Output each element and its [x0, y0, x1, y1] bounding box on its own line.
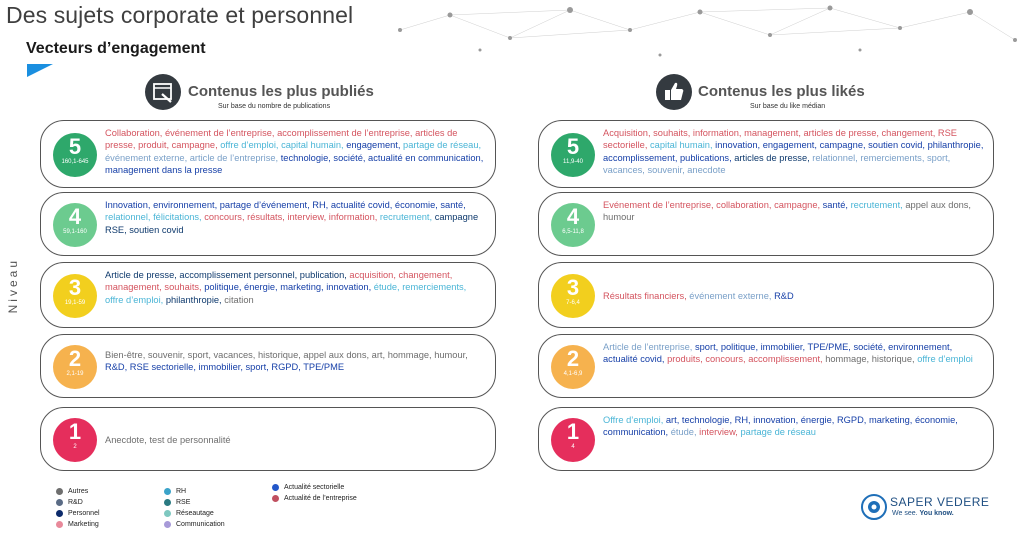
- right-column-caption: Sur base du like médian: [750, 103, 826, 110]
- topic-segment: partage de réseau: [737, 427, 816, 438]
- legend-item: [56, 519, 100, 530]
- topic-segment: technologie, société, actualité en communication, management dans la presse: [105, 152, 484, 175]
- topic-segment: innovation, engagement,: [712, 140, 817, 151]
- level-badge: [551, 274, 595, 318]
- topic-segment: engagement,: [343, 140, 401, 151]
- legend-item: [164, 508, 225, 519]
- legend-dot: [56, 488, 63, 495]
- page-subtitle: Vecteurs d’engagement: [26, 40, 206, 57]
- level-topics: [105, 199, 487, 236]
- level-topics: [603, 414, 985, 439]
- thumbs-up-icon: [656, 74, 692, 110]
- level-number: 4: [566, 204, 580, 229]
- topic-segment: hommage, historique,: [822, 354, 915, 365]
- legend-dot: [56, 510, 63, 517]
- left-column-caption: Sur base du nombre de publications: [218, 103, 331, 110]
- level-row-1: [538, 407, 994, 471]
- level-topics: [105, 434, 487, 446]
- topic-segment: changement, RSE sectorielle,: [603, 128, 957, 151]
- topic-segment: R&D: [771, 290, 794, 301]
- topic-segment: R&D, RSE sectorielle, immobilier, sport, RGPD, TPE/PME: [105, 361, 345, 372]
- legend-item: [164, 486, 225, 497]
- topic-segment: relationnel, remerciements, sport, vacances, souvenir,: [603, 152, 951, 175]
- level-row-2: [40, 334, 496, 398]
- level-row-5: [40, 120, 496, 188]
- level-range: 11,9-40: [563, 159, 583, 165]
- topic-segment: campagne,: [771, 200, 821, 210]
- legend-item: [56, 508, 100, 519]
- topic-segment: offre d’emploi,: [217, 140, 279, 151]
- topic-segment: campagne RSE, soutien covid: [105, 212, 479, 235]
- topic-segment: acquisition,: [346, 270, 396, 280]
- topic-segment: partage de réseau,: [400, 140, 482, 151]
- legend-dot: [56, 521, 63, 528]
- legend-dot: [164, 521, 171, 528]
- level-badge: [53, 274, 97, 318]
- topic-segment: environnement, actualité covid,: [603, 342, 953, 365]
- legend-dot: [164, 499, 171, 506]
- topic-segment: recrutement,: [377, 212, 433, 223]
- level-row-3: [40, 262, 496, 328]
- topic-segment: santé,: [820, 200, 848, 210]
- topic-segment: produits, concours, accomplissement,: [664, 354, 823, 365]
- legend-label: Autres: [68, 488, 89, 495]
- topic-segment: étude,: [668, 427, 697, 438]
- topic-segment: Evénement de l’entreprise, collaboration,: [603, 200, 772, 210]
- legend-col-2: [164, 486, 225, 530]
- level-row-3: [538, 262, 994, 328]
- topic-segment: articles de presse,: [731, 152, 810, 163]
- page-title: Des sujets corporate et personnel: [6, 2, 354, 28]
- topic-segment: philanthropie,: [163, 294, 222, 305]
- topic-segment: campagne, soutien covid, philanthropie, accomplissement, publications,: [603, 140, 984, 163]
- legend-dot: [164, 488, 171, 495]
- level-badge: [53, 418, 97, 462]
- level-badge: [551, 203, 595, 247]
- legend-col-1: [56, 486, 100, 530]
- legend-dot: [56, 499, 63, 506]
- level-range: 7-6,4: [566, 300, 580, 306]
- level-badge: [53, 203, 97, 247]
- legend-label: RH: [176, 488, 187, 495]
- level-topics: [603, 127, 985, 176]
- level-number: 2: [68, 346, 82, 371]
- legend-item: [56, 486, 100, 497]
- level-number: 1: [68, 419, 82, 444]
- topic-segment: hommage, humour,: [385, 349, 468, 360]
- level-row-4: [538, 192, 994, 256]
- topic-segment: articles de presse, produit, campagne,: [105, 128, 458, 151]
- legend-dot: [272, 484, 279, 491]
- level-range: 19,1-59: [64, 300, 86, 306]
- topic-segment: événement externe, article de l’entreprise,: [105, 152, 279, 163]
- level-row-1: [40, 407, 496, 471]
- legend-item: [164, 519, 225, 530]
- topic-segment: sport, politique, immobilier, TPE/PME, société,: [692, 342, 886, 352]
- level-topics: [603, 341, 985, 366]
- topic-segment: Article de l’entreprise,: [603, 342, 693, 352]
- topic-segment: Acquisition, souhaits, information, management, articles de presse,: [603, 128, 879, 138]
- level-range: 4,1-6,9: [563, 371, 583, 377]
- level-range: 160,1-645: [61, 159, 89, 165]
- topic-segment: changement, management, souhaits,: [105, 270, 453, 293]
- level-number: 3: [566, 275, 580, 300]
- legend-item: [272, 493, 357, 504]
- topic-segment: politique, énergie, marketing,: [201, 282, 324, 293]
- topic-segment: appel aux dons, humour: [603, 200, 972, 223]
- accent-triangle: [27, 64, 53, 77]
- topic-segment: capital humain,: [647, 140, 713, 151]
- level-range: 4: [571, 444, 575, 450]
- topic-segment: art, technologie, RH, innovation, énergie, RGPD,: [663, 415, 867, 425]
- level-range: 2: [73, 444, 77, 450]
- topic-segment: information,: [326, 212, 378, 223]
- left-column-title: Contenus les plus publiés: [188, 83, 374, 100]
- level-number: 5: [68, 134, 82, 159]
- legend-label: Réseautage: [176, 510, 214, 517]
- legend-item: [56, 497, 100, 508]
- level-topics: [603, 290, 985, 302]
- level-topics: [105, 349, 487, 374]
- topic-segment: Collaboration, événement de l’entreprise, accomplissement de l’entreprise,: [105, 128, 413, 138]
- level-number: 4: [68, 204, 82, 229]
- right-column-title: Contenus les plus likés: [698, 83, 865, 100]
- legend-dot: [272, 495, 279, 502]
- brand-name: SAPER VEDERE: [890, 495, 990, 509]
- level-row-4: [40, 192, 496, 256]
- level-row-5: [538, 120, 994, 188]
- topic-segment: interview,: [696, 427, 738, 438]
- legend-item: [164, 497, 225, 508]
- eye-logo-icon: [860, 493, 888, 521]
- level-number: 1: [566, 419, 580, 444]
- level-range: 6,5-11,8: [562, 229, 584, 235]
- topic-segment: citation: [221, 294, 254, 305]
- topic-segment: étude, remerciements, offre d’emploi,: [105, 282, 467, 305]
- topic-segment: marketing, économie, communication,: [603, 415, 958, 438]
- topic-segment: Bien-être, souvenir, sport, vacances, historique, appel aux dons, art,: [105, 349, 386, 360]
- level-range: 2,1-19: [66, 371, 84, 377]
- topic-segment: Anecdote, test de personnalité: [105, 434, 231, 445]
- level-number: 5: [566, 134, 580, 159]
- topic-segment: événement externe,: [686, 290, 772, 301]
- legend-item: [272, 482, 357, 493]
- topic-segment: capital humain,: [278, 140, 344, 151]
- legend-col-3: [272, 482, 357, 504]
- level-badge: [551, 133, 595, 177]
- level-badge: [53, 345, 97, 389]
- topic-segment: économie, santé,: [392, 200, 466, 210]
- brand-logo: [860, 493, 990, 526]
- topic-segment: relationnel, félicitations,: [105, 212, 202, 223]
- topic-segment: recrutement,: [848, 200, 903, 210]
- network-decoration: [380, 0, 1024, 70]
- legend-label: Actualité de l’entreprise: [284, 495, 357, 502]
- level-axis-label: Niveau: [6, 258, 20, 314]
- level-topics: [603, 199, 985, 224]
- topic-segment: Innovation, environnement, partage d’événement, RH, actualité covid,: [105, 200, 393, 210]
- topic-segment: offre d’emploi: [914, 354, 973, 365]
- topic-segment: innovation,: [323, 282, 372, 293]
- legend-label: Actualité sectorielle: [284, 484, 345, 491]
- level-badge: [53, 133, 97, 177]
- level-badge: [551, 418, 595, 462]
- topic-segment: Résultats financiers,: [603, 290, 687, 301]
- level-row-2: [538, 334, 994, 398]
- topic-segment: concours, résultats, interview,: [201, 212, 327, 223]
- level-number: 3: [68, 275, 82, 300]
- topic-segment: Offre d’emploi,: [603, 415, 664, 425]
- level-number: 2: [566, 346, 580, 371]
- brand-tagline: We see. You know.: [892, 510, 954, 517]
- level-range: 59,1-160: [63, 229, 87, 235]
- legend-label: Marketing: [68, 521, 99, 528]
- legend-label: Personnel: [68, 510, 100, 517]
- level-topics: [105, 127, 487, 176]
- edit-window-icon: [145, 74, 181, 110]
- topic-segment: Article de presse, accomplissement personnel, publication,: [105, 270, 347, 280]
- legend-label: RSE: [176, 499, 191, 506]
- level-badge: [551, 345, 595, 389]
- level-topics: [105, 269, 487, 306]
- legend-label: R&D: [68, 499, 83, 506]
- legend-label: Communication: [176, 521, 225, 528]
- legend-dot: [164, 510, 171, 517]
- topic-segment: anecdote: [684, 164, 726, 175]
